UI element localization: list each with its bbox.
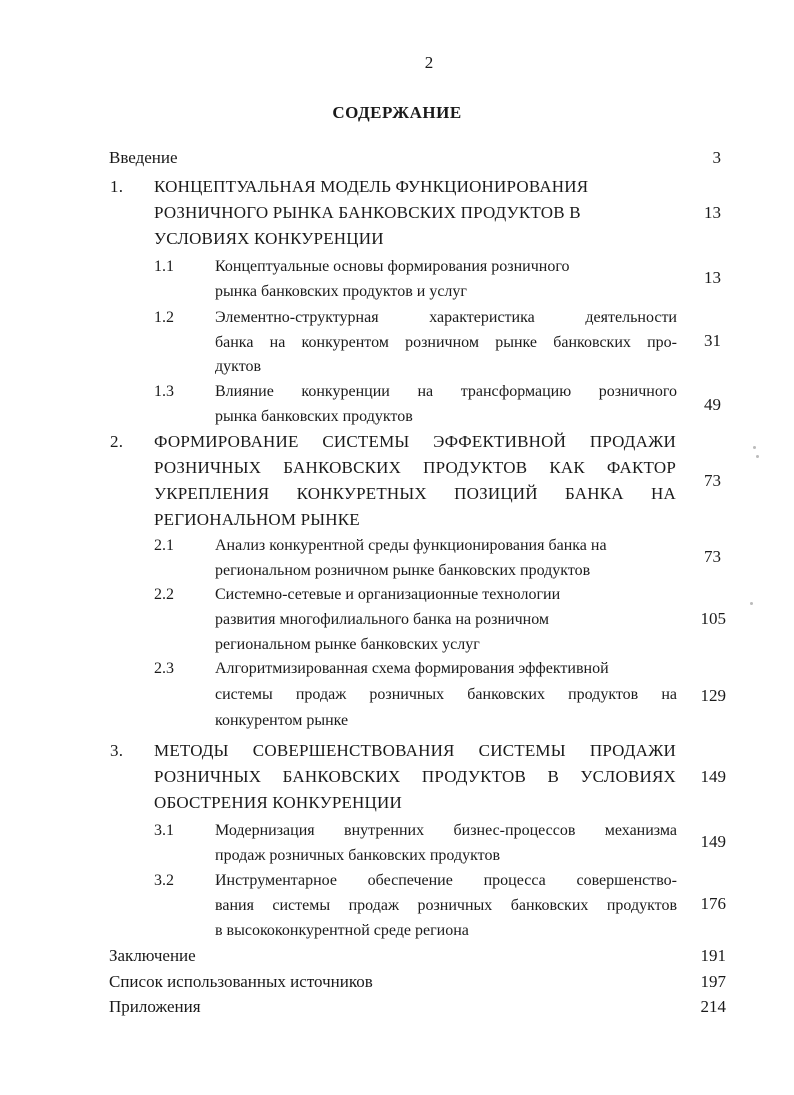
chapter-3-page: 149 (700, 767, 726, 786)
section-2-2-line: развития многофилиального банка на розничном (215, 611, 550, 628)
scan-speck (753, 446, 756, 449)
section-1-3-number: 1.3 (154, 383, 174, 400)
section-1-1-line: рынка банковских продуктов и услуг (215, 283, 467, 300)
section-2-2-line: региональном рынке банковских услуг (215, 636, 480, 653)
section-3-2-line: в высококонкурентной среде региона (215, 922, 469, 939)
section-1-1-page: 13 (704, 268, 721, 287)
toc-intro-page: 3 (712, 148, 721, 167)
chapter-1-page: 13 (704, 203, 721, 222)
toc-intro-label: Введение (109, 148, 178, 167)
section-1-2-line: Элементно-структурная характеристика деятельности (215, 309, 677, 326)
section-2-2-page: 105 (700, 609, 726, 628)
chapter-2-title-line: ФОРМИРОВАНИЕ СИСТЕМЫ ЭФФЕКТИВНОЙ ПРОДАЖИ (154, 432, 676, 451)
toc-title: СОДЕРЖАНИЕ (332, 103, 462, 122)
section-3-1-line: Модернизация внутренних бизнес-процессов механизма (215, 822, 677, 839)
chapter-1-title-line: КОНЦЕПТУАЛЬНАЯ МОДЕЛЬ ФУНКЦИОНИРОВАНИЯ (154, 177, 589, 196)
chapter-1-number: 1. (110, 177, 124, 196)
toc-appendices-label: Приложения (109, 997, 201, 1016)
section-2-1-number: 2.1 (154, 537, 174, 554)
chapter-2-page: 73 (704, 471, 721, 490)
toc-references-page: 197 (700, 972, 726, 991)
chapter-3-title-line: МЕТОДЫ СОВЕРШЕНСТВОВАНИЯ СИСТЕМЫ ПРОДАЖИ (154, 741, 676, 760)
toc-conclusion-label: Заключение (109, 946, 196, 965)
section-3-2-number: 3.2 (154, 872, 174, 889)
section-1-1-line: Концептуальные основы формирования розничного (215, 258, 570, 275)
scan-speck (750, 602, 753, 605)
chapter-2-number: 2. (110, 432, 124, 451)
section-2-2-line: Системно-сетевые и организационные технологии (215, 586, 561, 603)
section-1-3-line: рынка банковских продуктов (215, 408, 413, 425)
section-2-1-line: Анализ конкурентной среды функционирования банка на (215, 537, 607, 554)
section-2-1-page: 73 (704, 547, 721, 566)
section-1-2-number: 1.2 (154, 309, 174, 326)
section-2-3-number: 2.3 (154, 660, 174, 677)
section-3-2-page: 176 (700, 894, 726, 913)
chapter-3-title-line: ОБОСТРЕНИЯ КОНКУРЕНЦИИ (154, 793, 402, 812)
section-1-3-line: Влияние конкуренции на трансформацию розничного (215, 383, 677, 400)
scan-speck (756, 455, 759, 458)
chapter-2-title-line: РОЗНИЧНЫХ БАНКОВСКИХ ПРОДУКТОВ КАК ФАКТОР (154, 458, 676, 477)
section-2-2-number: 2.2 (154, 586, 174, 603)
section-2-1-line: региональном розничном рынке банковских продуктов (215, 562, 591, 579)
section-1-1-number: 1.1 (154, 258, 174, 275)
chapter-2-title-line: УКРЕПЛЕНИЯ КОНКУРЕТНЫХ ПОЗИЦИЙ БАНКА НА (154, 484, 676, 503)
chapter-1-title-line: УСЛОВИЯХ КОНКУРЕНЦИИ (154, 229, 384, 248)
section-2-3-line: Алгоритмизированная схема формирования эффективной (215, 660, 609, 677)
section-1-3-page: 49 (704, 395, 721, 414)
section-2-3-line: конкурентом рынке (215, 712, 349, 729)
section-1-2-line: дуктов (215, 358, 262, 375)
section-3-2-line: Инструментарное обеспечение процесса совершенство- (215, 872, 677, 889)
section-3-2-line: вания системы продаж розничных банковских продуктов (215, 897, 677, 914)
toc-appendices-page: 214 (700, 997, 726, 1016)
chapter-3-number: 3. (110, 741, 124, 760)
chapter-2-title-line: РЕГИОНАЛЬНОМ РЫНКЕ (154, 510, 360, 529)
section-1-2-line: банка на конкурентом розничном рынке банковских про- (215, 334, 677, 351)
section-3-1-line: продаж розничных банковских продуктов (215, 847, 501, 864)
section-3-1-page: 149 (700, 832, 726, 851)
section-1-2-page: 31 (704, 331, 721, 350)
section-2-3-line: системы продаж розничных банковских продуктов на (215, 686, 677, 703)
toc-conclusion-page: 191 (700, 946, 726, 965)
section-3-1-number: 3.1 (154, 822, 174, 839)
section-2-3-page: 129 (700, 686, 726, 705)
chapter-3-title-line: РОЗНИЧНЫХ БАНКОВСКИХ ПРОДУКТОВ В УСЛОВИЯХ (154, 767, 676, 786)
page-number: 2 (424, 53, 434, 72)
chapter-1-title-line: РОЗНИЧНОГО РЫНКА БАНКОВСКИХ ПРОДУКТОВ В (154, 203, 581, 222)
toc-references-label: Список использованных источников (109, 972, 373, 991)
